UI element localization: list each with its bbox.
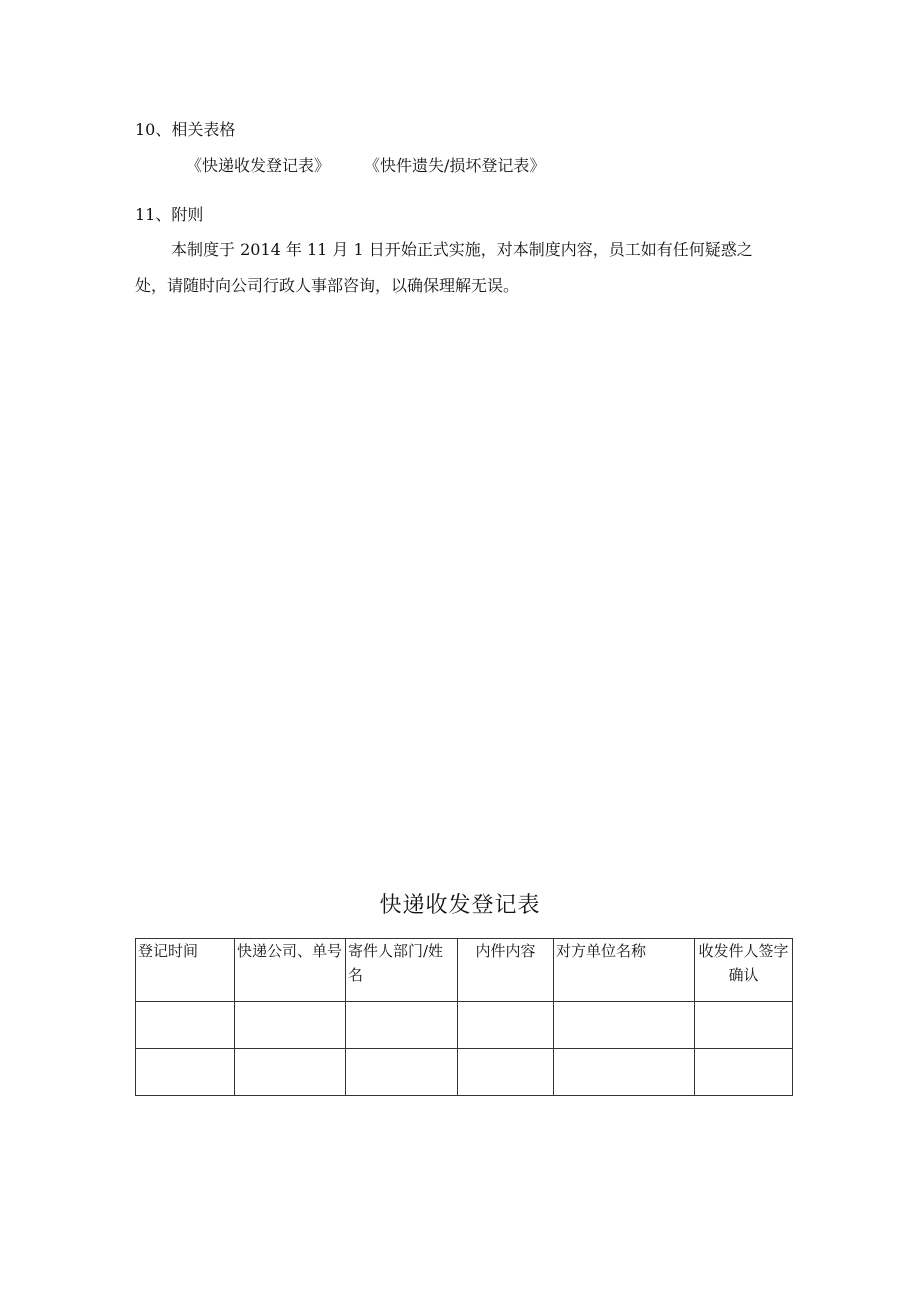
column-header-sender-department-name: 寄件人部门/姓名 <box>346 939 458 1002</box>
table-row <box>136 1002 793 1049</box>
table-cell[interactable] <box>458 1002 554 1049</box>
supplementary-paragraph-line-2: 处，请随时向公司行政人事部咨询，以确保理解无误。 <box>135 276 520 295</box>
form-name-delivery-register: 《快递收发登记表》 <box>186 156 331 175</box>
table-cell[interactable] <box>554 1002 695 1049</box>
table-cell[interactable] <box>136 1002 235 1049</box>
table-cell[interactable] <box>695 1002 793 1049</box>
column-header-counterparty-name: 对方单位名称 <box>554 939 695 1002</box>
table-cell[interactable] <box>235 1049 346 1096</box>
column-header-signature-confirmation: 收发件人签字确认 <box>695 939 793 1002</box>
supplementary-paragraph-line-1: 本制度于 2014 年 11 月 1 日开始正式实施，对本制度内容，员工如有任何疑惑之 <box>171 240 753 259</box>
table-header-row <box>136 939 793 1002</box>
section-11-heading: 11、附则 <box>135 205 204 224</box>
table-cell[interactable] <box>346 1049 458 1096</box>
table-cell[interactable] <box>136 1049 235 1096</box>
section-10-heading: 10、相关表格 <box>135 120 236 139</box>
table-cell[interactable] <box>235 1002 346 1049</box>
register-table-title: 快递收发登记表 <box>379 893 541 918</box>
column-header-contents: 内件内容 <box>458 939 554 1002</box>
form-name-loss-damage-register: 《快件遗失/损坏登记表》 <box>364 156 546 175</box>
table-cell[interactable] <box>458 1049 554 1096</box>
table-cell[interactable] <box>554 1049 695 1096</box>
table-cell[interactable] <box>346 1002 458 1049</box>
column-header-courier-tracking-number: 快递公司、单号 <box>235 939 346 1002</box>
column-header-register-time: 登记时间 <box>136 939 235 1002</box>
table-cell[interactable] <box>695 1049 793 1096</box>
delivery-register-table <box>135 938 793 1096</box>
table-row <box>136 1049 793 1096</box>
related-forms-line <box>186 156 545 176</box>
